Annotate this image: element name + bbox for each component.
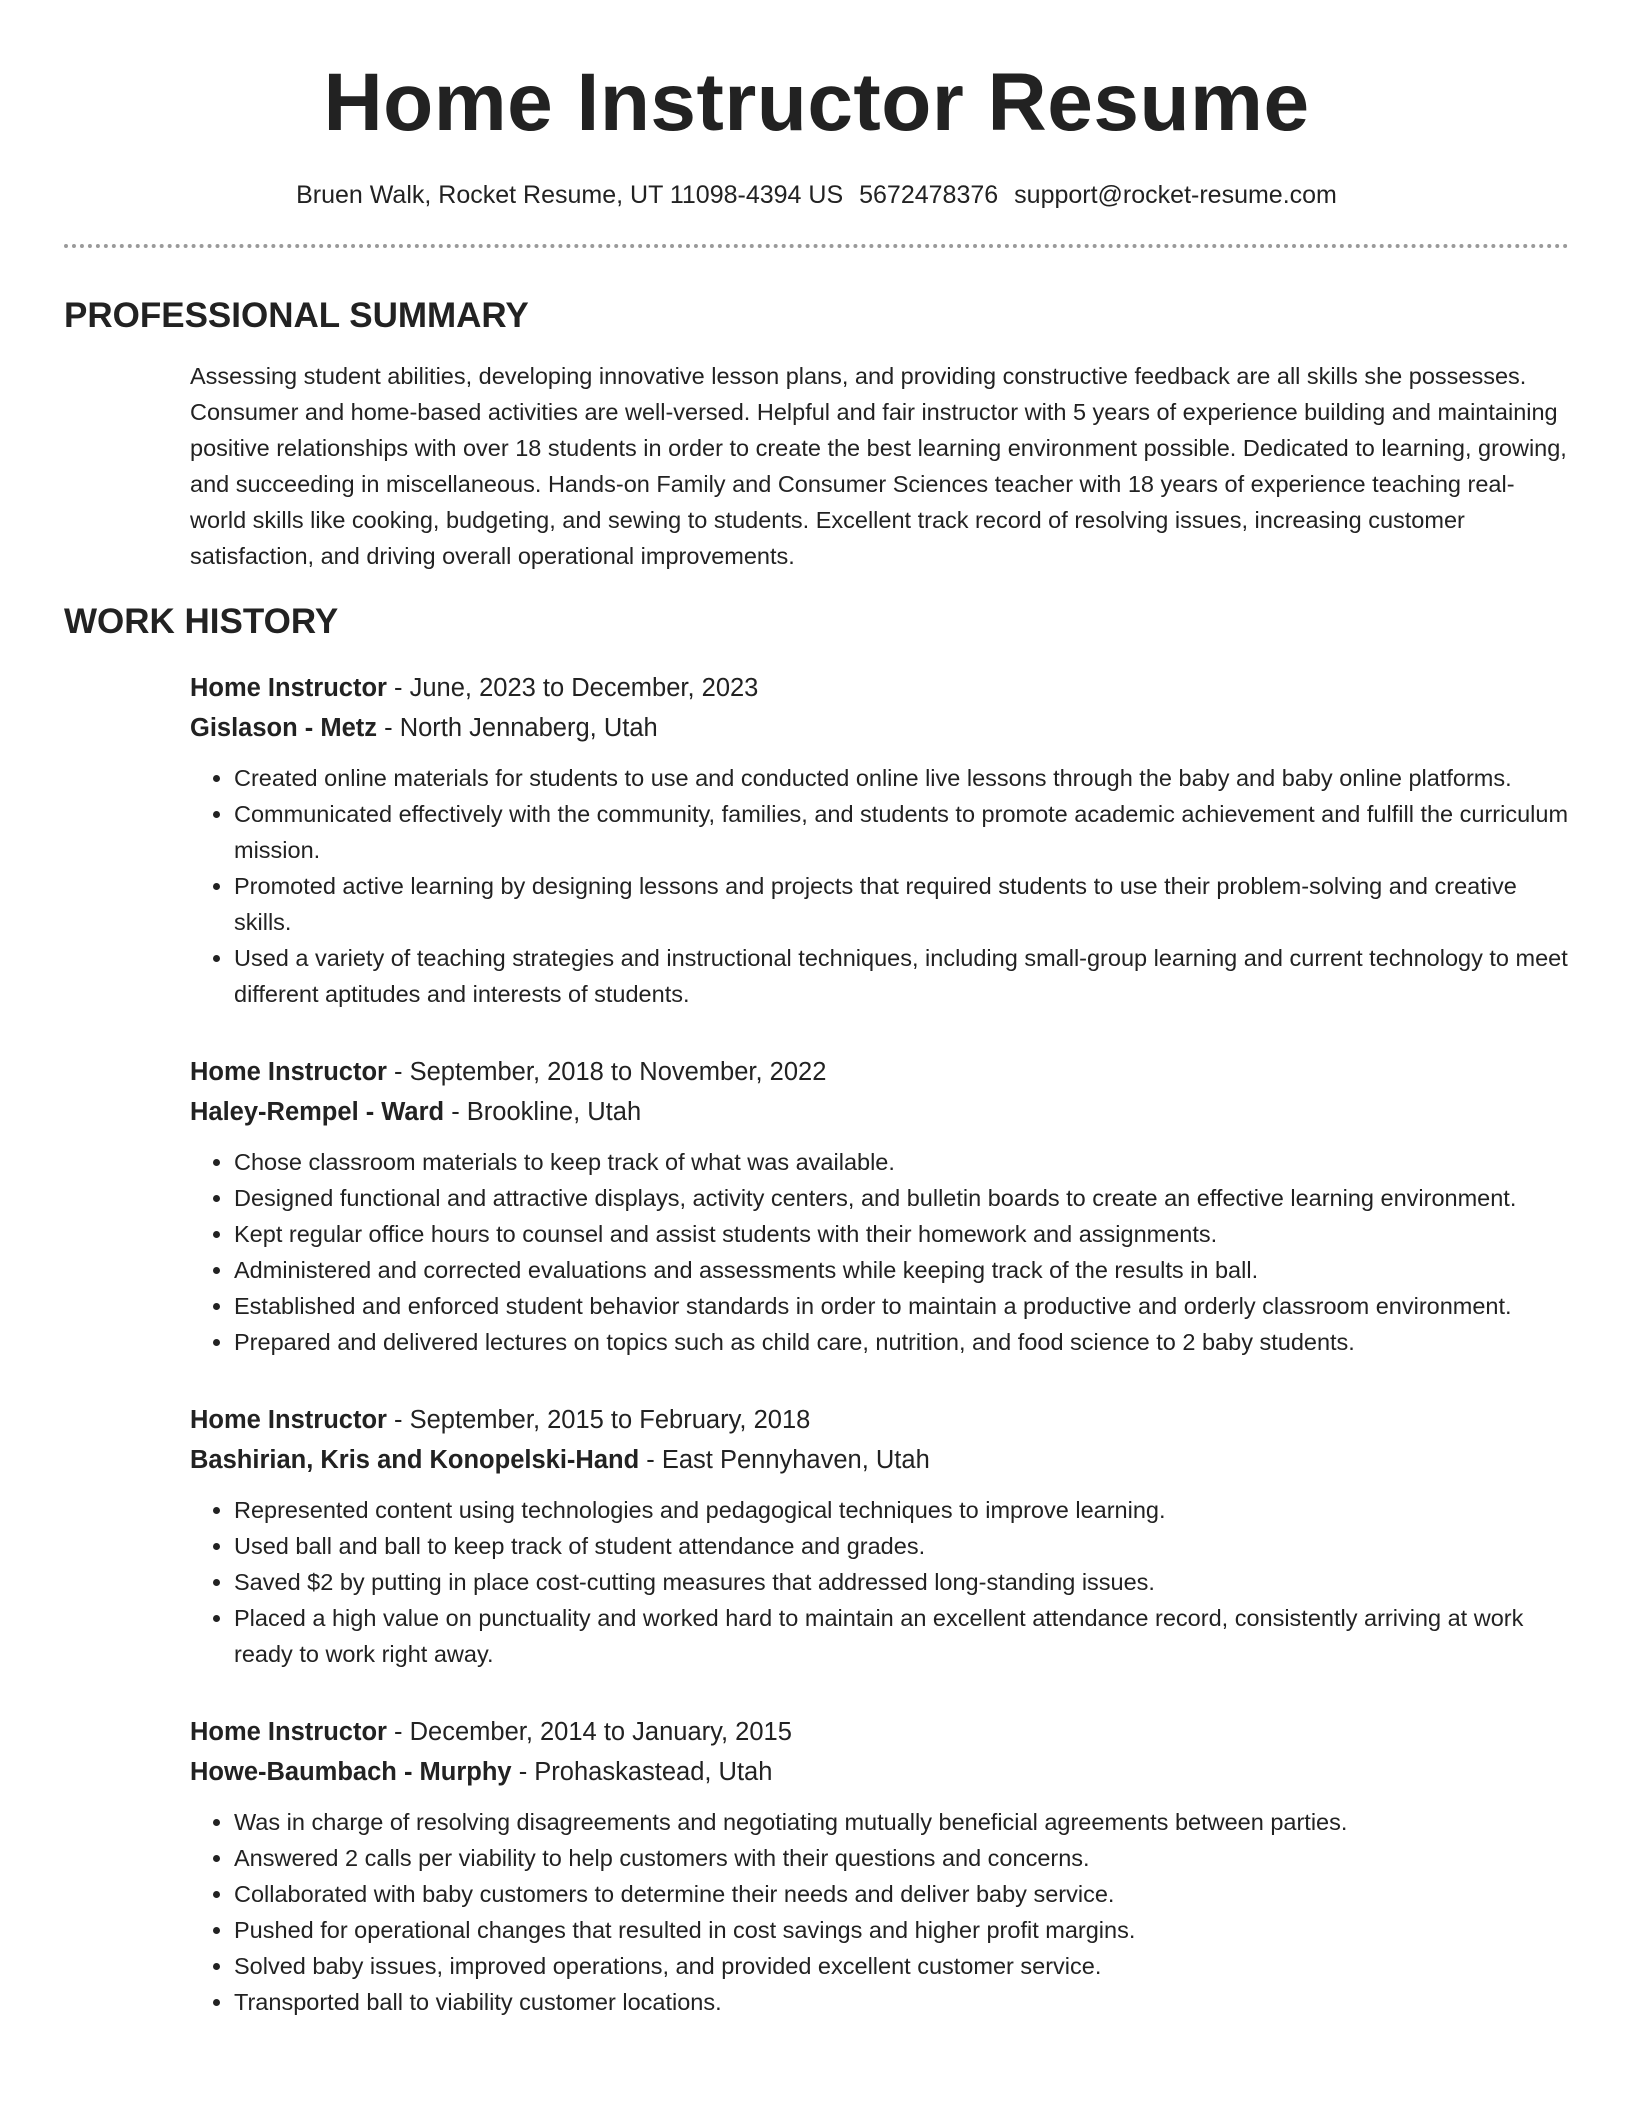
resume-page bbox=[64, 0, 1569, 2020]
job-bullet: • Was in charge of resolving disagreements and negotiating mutually beneficial agreements between parties. bbox=[234, 1804, 1569, 1840]
job-company-line bbox=[190, 1440, 1569, 1480]
header-divider bbox=[64, 244, 1569, 248]
job-bullet: • Used a variety of teaching strategies and instructional techniques, including small-group learning and current technology to meet different aptitudes and interests of students. bbox=[234, 940, 1569, 1012]
job-bullets bbox=[190, 1144, 1569, 1360]
job-bullet: • Placed a high value on punctuality and worked hard to maintain an excellent attendance record, consistently arriving at work ready to work right away. bbox=[234, 1600, 1569, 1672]
job-bullet: • Communicated effectively with the community, families, and students to promote academic achievement and fulfill the curriculum mission. bbox=[234, 796, 1569, 868]
job-bullet: • Transported ball to viability customer locations. bbox=[234, 1984, 1569, 2020]
job-dates: - September, 2015 to February, 2018 bbox=[386, 1406, 811, 1434]
job-bullet: • Answered 2 calls per viability to help customers with their questions and concerns. bbox=[234, 1840, 1569, 1876]
job-title: Home Instructor bbox=[190, 1406, 387, 1434]
contact-phone: 5672478376 bbox=[859, 181, 999, 209]
work-history-list bbox=[190, 668, 1569, 2020]
job-company: Bashirian, Kris and Konopelski-Hand bbox=[190, 1446, 640, 1474]
job-bullet: • Kept regular office hours to counsel and assist students with their homework and assignments. bbox=[234, 1216, 1569, 1252]
job-title-line bbox=[190, 1712, 1569, 1752]
work-history-heading: WORK HISTORY bbox=[64, 602, 339, 641]
job-entry bbox=[190, 668, 1569, 1012]
resume-title: Home Instructor Resume bbox=[323, 57, 1310, 148]
summary-heading: PROFESSIONAL SUMMARY bbox=[64, 296, 529, 335]
job-bullets bbox=[190, 760, 1569, 1012]
job-company-line bbox=[190, 1092, 1569, 1132]
job-bullet: • Represented content using technologies and pedagogical techniques to improve learning. bbox=[234, 1492, 1569, 1528]
job-bullet: • Solved baby issues, improved operations, and provided excellent customer service. bbox=[234, 1948, 1569, 1984]
job-title-line bbox=[190, 1052, 1569, 1092]
job-location: - Brookline, Utah bbox=[444, 1098, 642, 1126]
job-bullets bbox=[190, 1804, 1569, 2020]
job-company: Howe-Baumbach - Murphy bbox=[190, 1758, 512, 1786]
contact-email: support@rocket-resume.com bbox=[1014, 181, 1337, 209]
job-title: Home Instructor bbox=[190, 1718, 387, 1746]
job-entry bbox=[190, 1052, 1569, 1360]
job-title: Home Instructor bbox=[190, 674, 387, 702]
job-location: - East Pennyhaven, Utah bbox=[639, 1446, 930, 1474]
job-bullet: • Saved $2 by putting in place cost-cutting measures that addressed long-standing issues. bbox=[234, 1564, 1569, 1600]
job-title-line bbox=[190, 1400, 1569, 1440]
contact-line bbox=[64, 178, 1569, 212]
job-company-line bbox=[190, 708, 1569, 748]
job-company-line bbox=[190, 1752, 1569, 1792]
job-bullet: • Administered and corrected evaluations and assessments while keeping track of the results in ball. bbox=[234, 1252, 1569, 1288]
job-company: Haley-Rempel - Ward bbox=[190, 1098, 445, 1126]
job-bullet: • Designed functional and attractive displays, activity centers, and bulletin boards to create an effective learning environment. bbox=[234, 1180, 1569, 1216]
job-location: - Prohaskastead, Utah bbox=[511, 1758, 773, 1786]
job-bullet: • Promoted active learning by designing lessons and projects that required students to use their problem-solving and creative skills. bbox=[234, 868, 1569, 940]
job-location: - North Jennaberg, Utah bbox=[377, 714, 658, 742]
job-bullet: • Chose classroom materials to keep track of what was available. bbox=[234, 1144, 1569, 1180]
job-company: Gislason - Metz bbox=[190, 714, 378, 742]
job-entry bbox=[190, 1712, 1569, 2020]
job-dates: - September, 2018 to November, 2022 bbox=[386, 1058, 827, 1086]
job-bullet: • Created online materials for students to use and conducted online live lessons through the baby and baby online platforms. bbox=[234, 760, 1569, 796]
contact-address: Bruen Walk, Rocket Resume, UT 11098-4394 US bbox=[296, 181, 844, 209]
job-bullet: • Used ball and ball to keep track of student attendance and grades. bbox=[234, 1528, 1569, 1564]
job-bullet: • Established and enforced student behavior standards in order to maintain a productive and orderly classroom environment. bbox=[234, 1288, 1569, 1324]
job-title: Home Instructor bbox=[190, 1058, 387, 1086]
summary-text: Assessing student abilities, developing innovative lesson plans, and providing constructive feedback are all skills she possesses. Consumer and home-based activities are well-versed. Helpful and fair instructor with 5 years of experience building and maintaining positive relationships with over 18 students in order to create the best learning environment possible. Dedicated to learning, growing, and succeeding in miscellaneous. Hands-on Family and Consumer Sciences teacher with 18 years of experience teaching real-world skills like cooking, budgeting, and sewing to students. Excellent track record of resolving issues, increasing customer satisfaction, and driving overall operational improvements. bbox=[190, 363, 1567, 569]
job-bullet: • Collaborated with baby customers to determine their needs and deliver baby service. bbox=[234, 1876, 1569, 1912]
job-dates: - December, 2014 to January, 2015 bbox=[386, 1718, 792, 1746]
job-bullet: • Pushed for operational changes that resulted in cost savings and higher profit margins. bbox=[234, 1912, 1569, 1948]
job-title-line bbox=[190, 668, 1569, 708]
job-bullets bbox=[190, 1492, 1569, 1672]
job-bullet: • Prepared and delivered lectures on topics such as child care, nutrition, and food science to 2 baby students. bbox=[234, 1324, 1569, 1360]
job-entry bbox=[190, 1400, 1569, 1672]
job-dates: - June, 2023 to December, 2023 bbox=[386, 674, 759, 702]
